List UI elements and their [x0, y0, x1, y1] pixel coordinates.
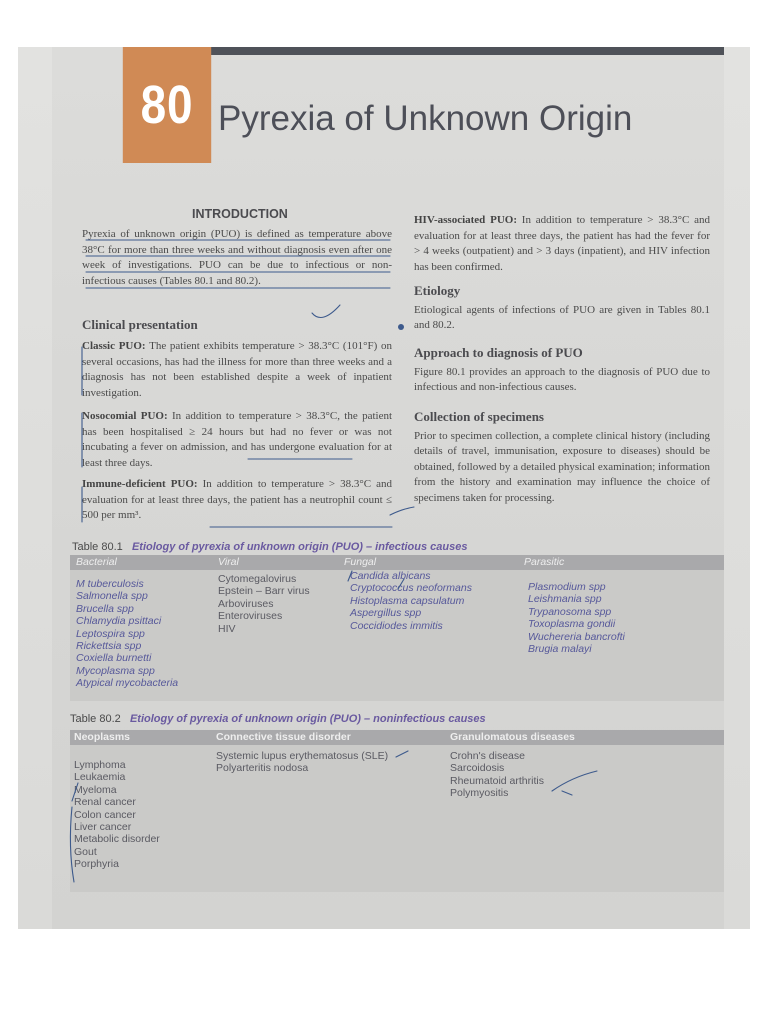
tick-mark — [348, 571, 352, 581]
classic-text: The patient exhibits temperature > 38.3°C (101°F) on several occasions, has had the illness for more than three weeks and a diagnosis has not been established despite a week of inpatient investigation. — [82, 340, 392, 399]
list-item: Enteroviruses — [218, 610, 283, 623]
list-item: Lymphoma — [74, 759, 126, 771]
list-item: Cryptococcus neoformans — [350, 582, 472, 595]
list-item: Coxiella burnetti — [76, 652, 152, 665]
etiology-heading: Etiology — [414, 283, 461, 298]
tick-mark — [396, 751, 408, 757]
list-item: Colon cancer — [74, 808, 136, 821]
list-item: Arboviruses — [218, 597, 274, 610]
table1-header-bacterial: Bacterial — [76, 556, 117, 568]
list-item: Liver cancer — [74, 821, 132, 834]
clinical-heading: Clinical presentation — [82, 317, 198, 332]
list-item: Polymyositis — [450, 787, 509, 800]
nosocomial-label: Nosocomial PUO: — [82, 410, 168, 422]
margin-bracket — [70, 807, 74, 882]
list-item: Systemic lupus erythematosus (SLE) — [216, 750, 389, 762]
list-item: Crohn's disease — [450, 750, 525, 762]
table2-header-connective: Connective tissue disorder — [216, 731, 351, 743]
ink-dot — [398, 324, 404, 330]
introduction-heading: INTRODUCTION — [192, 207, 288, 221]
list-item: M tuberculosis — [76, 578, 144, 590]
list-item: Trypanosoma spp — [528, 605, 612, 618]
list-item: Aspergillus spp — [350, 607, 422, 620]
collection-heading: Collection of specimens — [414, 409, 544, 424]
hiv-label: HIV-associated PUO: — [414, 214, 517, 226]
list-item: Rickettsia spp — [76, 640, 142, 653]
pointer-stroke — [390, 507, 414, 515]
immune-text: In addition to temperature > 38.3°C and evaluation for at least three days, the patient has a neutrophil count ≤ 500 per mm³. — [82, 478, 393, 521]
annotation-stroke — [562, 791, 572, 795]
etiology-text: Etiological agents of infections of PUO are given in Tables 80.1 and 80.2. — [414, 303, 710, 331]
tick-mark — [72, 783, 78, 801]
list-item: Leishmania spp — [528, 593, 602, 606]
list-item: Salmonella spp — [76, 590, 148, 603]
list-item: Brugia malayi — [528, 643, 592, 656]
approach-heading: Approach to diagnosis of PUO — [414, 345, 583, 360]
list-item: Gout — [74, 845, 97, 858]
hiv-text: In addition to temperature > 38.3°C and evaluation for at least three days, the patient has had the fever for > 4 weeks (outpatient) and > 3 days (inpatient), and HIV infection has been confirmed. — [414, 214, 710, 273]
intro-paragraph: Pyrexia of unknown origin (PUO) is defined as temperature above 38°C for more than three weeks and without diagnosis even after one week of investigations. PUO can be due to infectious or non-infectious causes (Tables 80.1 and 80.2). — [82, 228, 392, 287]
list-item: HIV — [218, 622, 236, 635]
list-item: Mycoplasma spp — [76, 664, 155, 677]
table1-header-viral: Viral — [218, 556, 239, 568]
immune-label: Immune-deficient PUO: — [82, 478, 198, 490]
pen-annotations — [52, 47, 724, 929]
annotation-stroke — [552, 771, 597, 791]
list-item: Candida albicans — [350, 570, 431, 582]
table1-number: Table 80.1 — [72, 541, 123, 553]
table1-header-parasitic: Parasitic — [524, 556, 565, 568]
chapter-title: Pyrexia of Unknown Origin — [218, 99, 633, 138]
tick-mark — [398, 579, 404, 589]
check-mark — [312, 305, 340, 318]
list-item: Rheumatoid arthritis — [450, 774, 544, 787]
list-item: Atypical mycobacteria — [76, 677, 179, 690]
list-item: Brucella spp — [76, 602, 134, 615]
list-item: Porphyria — [74, 858, 119, 871]
list-item: Chlamydia psittaci — [76, 615, 162, 628]
approach-text: Figure 80.1 provides an approach to the diagnosis of PUO due to infectious and non-infectious causes. — [414, 365, 710, 393]
list-item: Sarcoidosis — [450, 762, 505, 775]
list-item: Leptospira spp — [76, 627, 145, 640]
list-item: Leukaemia — [74, 771, 126, 784]
list-item: Toxoplasma gondii — [528, 618, 616, 631]
table2-header-neoplasms: Neoplasms — [74, 731, 131, 743]
table1-header-fungal: Fungal — [344, 556, 377, 568]
list-item: Myeloma — [74, 783, 117, 796]
table2-title: Etiology of pyrexia of unknown origin (PUO) – noninfectious causes — [129, 713, 486, 725]
list-item: Histoplasma capsulatum — [350, 594, 465, 607]
list-item: Polyarteritis nodosa — [216, 762, 309, 775]
list-item: Plasmodium spp — [528, 581, 606, 593]
table1-title: Etiology of pyrexia of unknown origin (PUO) – infectious causes — [131, 541, 468, 553]
collection-text: Prior to specimen collection, a complete clinical history (including details of travel, immunisation, exposure to diseases) should be obtained, followed by a detailed physical examination; information from the history and examination may influence the choice of specimens taken for processing. — [414, 429, 710, 504]
list-item: Epstein – Barr virus — [218, 585, 310, 598]
nosocomial-text: In addition to temperature > 38.3°C, the patient has been hospitalised ≥ 24 hours but had no fever or was not incubating a fever on admission, and has undergone evaluation for at least three days. — [82, 410, 393, 469]
book-page — [52, 47, 724, 929]
table2-number: Table 80.2 — [70, 713, 121, 725]
list-item: Wuchereria bancrofti — [528, 630, 625, 643]
list-item: Renal cancer — [74, 796, 136, 809]
chapter-number: 80 — [123, 47, 211, 163]
table2-header-granulomatous: Granulomatous diseases — [450, 731, 575, 743]
list-item: Cytomegalovirus — [218, 573, 297, 585]
list-item: Coccidiodes immitis — [350, 619, 443, 632]
classic-label: Classic PUO: — [82, 340, 146, 352]
list-item: Metabolic disorder — [74, 833, 160, 846]
